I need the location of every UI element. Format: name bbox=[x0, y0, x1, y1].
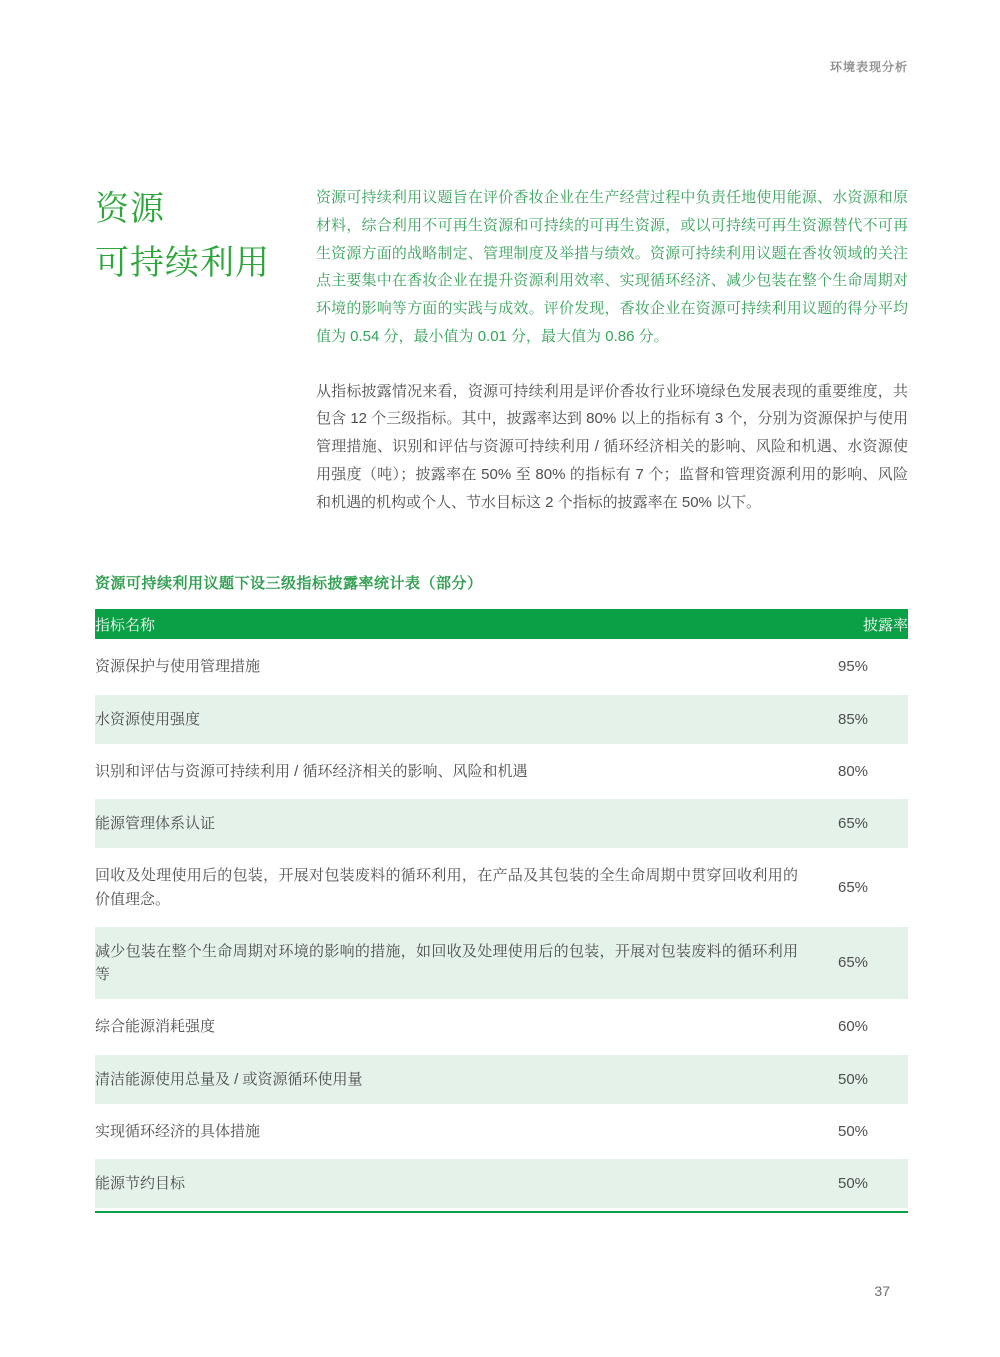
table-row bbox=[95, 695, 908, 744]
table-row bbox=[95, 1107, 908, 1156]
section-title-column bbox=[95, 182, 316, 291]
rate-cell: 65% bbox=[798, 851, 908, 924]
table-row bbox=[95, 1055, 908, 1104]
indicator-cell: 清洁能源使用总量及 / 或资源循环使用量 bbox=[95, 1055, 798, 1104]
page-content bbox=[95, 182, 908, 1213]
page-number: 37 bbox=[874, 1283, 890, 1299]
rate-cell: 65% bbox=[798, 927, 908, 1000]
table-header-row bbox=[95, 609, 908, 639]
table-caption: 资源可持续利用议题下设三级指标披露率统计表（部分） bbox=[95, 575, 483, 593]
section-title-line1: 资源 bbox=[95, 190, 165, 228]
intro-paragraph: 资源可持续利用议题旨在评价香妆企业在生产经营过程中负责任地使用能源、水资源和原材料，综合利用不可再生资源和可持续的可再生资源，或以可持续可再生资源替代不可再生资源方面的战略制定、管理制度及举措与绩效。资源可持续利用议题在香妆领域的关注点主要集中在香妆企业在提升资源利用效率、实现循环经济、减少包装在整个生命周期对环境的影响等方面的实践与成效。评价发现，香妆企业在资源可持续利用议题的得分平均值为 0.54 分，最小值为 0.01 分，最大值为 0.86 分。 bbox=[316, 189, 908, 345]
table-row bbox=[95, 927, 908, 1000]
intro-block bbox=[95, 182, 908, 516]
page-header-label: 环境表现分析 bbox=[829, 60, 908, 74]
indicator-cell: 资源保护与使用管理措施 bbox=[95, 642, 798, 691]
rate-cell: 50% bbox=[798, 1159, 908, 1208]
column-header-indicator: 指标名称 bbox=[95, 609, 798, 639]
table-row bbox=[95, 1159, 908, 1208]
rate-cell: 95% bbox=[798, 642, 908, 691]
section-title-line2: 可持续利用 bbox=[95, 244, 270, 283]
indicator-cell: 水资源使用强度 bbox=[95, 695, 798, 744]
indicator-cell: 回收及处理使用后的包装，开展对包装废料的循环利用，在产品及其包装的全生命周期中贯穿回收利用的价值理念。 bbox=[95, 851, 798, 924]
disclosure-paragraph: 从指标披露情况来看，资源可持续利用是评价香妆行业环境绿色发展表现的重要维度，共包含 12 个三级指标。其中，披露率达到 80% 以上的指标有 3 个，分别为资源保护与使用管理措施、识别和评估与资源可持续利用 / 循环经济相关的影响、风险和机遇、水资源使用强度（吨）；披露率在 50% 至 80% 的指标有 7 个；监督和管理资源利用的影响、风险和机遇的机构或个人、节水目标这 2 个指标的披露率在 50% 以下。 bbox=[316, 382, 908, 511]
intro-text-column bbox=[316, 182, 908, 516]
section-title bbox=[95, 182, 316, 291]
rate-cell: 65% bbox=[798, 799, 908, 848]
indicator-cell: 实现循环经济的具体措施 bbox=[95, 1107, 798, 1156]
indicator-cell: 能源管理体系认证 bbox=[95, 799, 798, 848]
column-header-rate: 披露率 bbox=[798, 609, 908, 639]
indicator-cell: 识别和评估与资源可持续利用 / 循环经济相关的影响、风险和机遇 bbox=[95, 747, 798, 796]
indicator-table-body bbox=[95, 642, 908, 1208]
rate-cell: 50% bbox=[798, 1055, 908, 1104]
table-row bbox=[95, 799, 908, 848]
rate-cell: 80% bbox=[798, 747, 908, 796]
indicator-table-head bbox=[95, 609, 908, 639]
table-row bbox=[95, 1002, 908, 1051]
table-row bbox=[95, 851, 908, 924]
rate-cell: 85% bbox=[798, 695, 908, 744]
indicator-table-wrap bbox=[95, 606, 908, 1213]
indicator-cell: 减少包装在整个生命周期对环境的影响的措施，如回收及处理使用后的包装，开展对包装废料的循环利用等 bbox=[95, 927, 798, 1000]
rate-cell: 60% bbox=[798, 1002, 908, 1051]
table-row bbox=[95, 747, 908, 796]
indicator-cell: 综合能源消耗强度 bbox=[95, 1002, 798, 1051]
disclosure-table-section bbox=[95, 572, 908, 1213]
indicator-cell: 能源节约目标 bbox=[95, 1159, 798, 1208]
indicator-table bbox=[95, 606, 908, 1211]
page-header bbox=[830, 58, 908, 75]
table-row bbox=[95, 642, 908, 691]
rate-cell: 50% bbox=[798, 1107, 908, 1156]
